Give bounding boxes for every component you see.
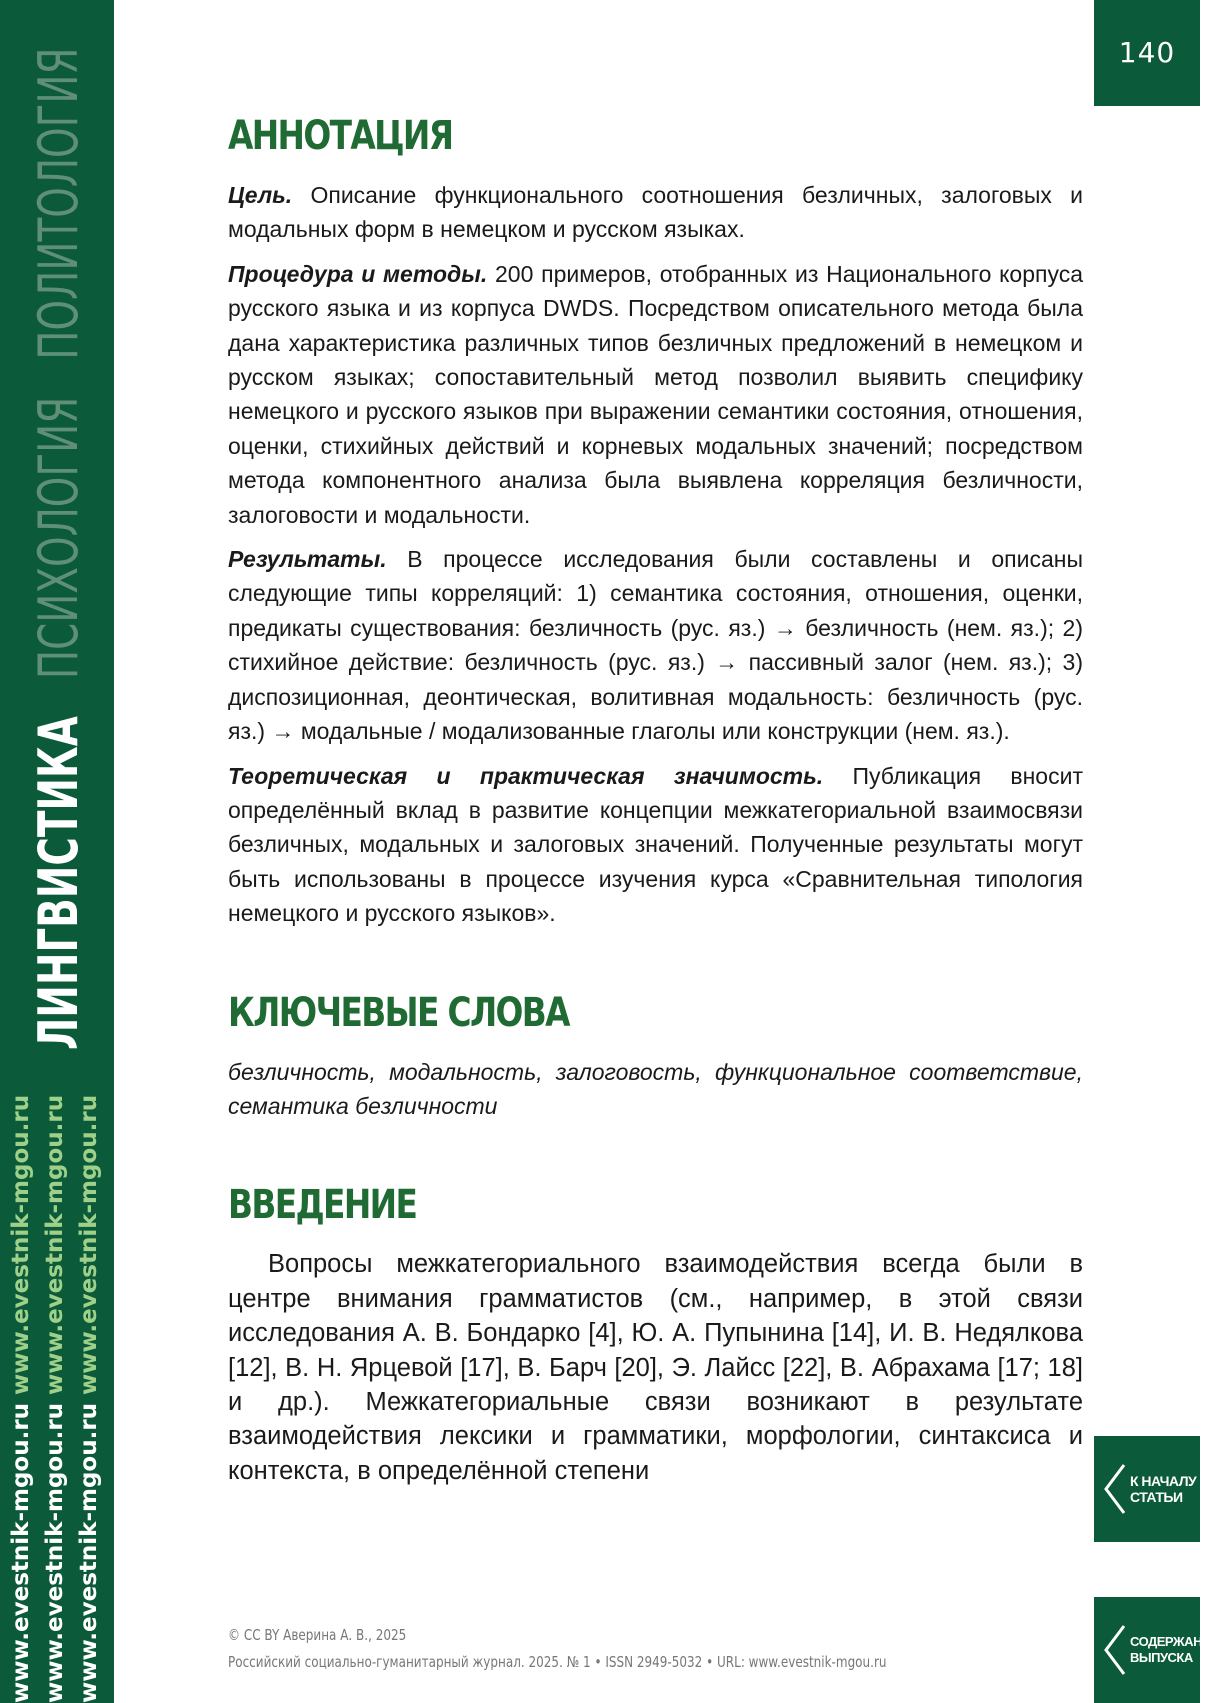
abstract-goal bbox=[228, 178, 1083, 247]
methods-lead: Процедура и методы. bbox=[228, 260, 488, 287]
results-lead: Результаты. bbox=[228, 546, 387, 573]
rubric-linguistics[interactable]: ЛИНГВИСТИКА bbox=[27, 716, 90, 1050]
journal-info: Российский социально-гуманитарный журнал. 2025. № 1 • ISSN 2949-5032 • URL: www.evestnik-mgou.ru bbox=[228, 1653, 887, 1671]
introduction-heading: ВВЕДЕНИЕ bbox=[228, 1182, 417, 1229]
methods-text: 200 примеров, отобранных из Национального корпуса русского языка и из корпуса DWDS. Посредством описательного метода была дана характеристика различных типов безличных предложений в немецком и русском языках; сопоставительный метод позволил выявить специфику немецкого и русского языков при выражении семантики состояния, отношения, оценки, стихийных действий и корневых модальных значений; посредством метода компонентного анализа была выявлена корреляция безличности, залоговости и модальности. bbox=[228, 260, 1083, 528]
chevron-left-icon bbox=[1100, 1622, 1128, 1678]
to-article-start-button[interactable] bbox=[1094, 1436, 1200, 1542]
chevron-left-icon bbox=[1100, 1461, 1128, 1517]
issue-contents-button[interactable] bbox=[1094, 1597, 1219, 1703]
goal-text: Описание функционального соотношения безличных, залоговых и модальных форм в немецком и русском языках. bbox=[228, 182, 1083, 243]
site-links bbox=[0, 883, 118, 1703]
abstract-heading: АННОТАЦИЯ bbox=[228, 113, 453, 159]
site-link-line[interactable]: www.evestnik-mgou.ru www.evestnik-mgou.ru bbox=[76, 1094, 102, 1703]
results-text: В процессе исследования были составлены и описаны следующие типы корреляций: 1) семантика состояния, отношения, оценки, предикаты существования: безличность (рус. яз.) → безличность (нем. яз.); 2) стихийное действие: безличность (рус. яз.) → пассивный залог (нем. яз.); 3) диспозиционная, деонтическая, волитивная модальность: безличность (рус. яз.) → модальные / модализованные глаголы или конструкции (нем. яз.). bbox=[228, 546, 1083, 745]
keywords-text: безличность, модальность, залоговость, функциональное соответствие, семантика безличности bbox=[228, 1058, 1083, 1119]
issue-contents-label: СОДЕРЖАНИЕ ВЫПУСКА bbox=[1130, 1634, 1219, 1665]
page-number: 140 bbox=[1094, 0, 1200, 106]
sidebar bbox=[0, 0, 114, 1703]
article-content bbox=[228, 108, 1083, 1488]
page-footer bbox=[228, 1622, 1051, 1676]
abstract-results bbox=[228, 542, 1083, 748]
keywords-heading: КЛЮЧЕВЫЕ СЛОВА bbox=[228, 989, 569, 1036]
significance-lead: Теоретическая и практическая значимость. bbox=[228, 762, 824, 789]
rubric-politology[interactable]: ПОЛИТОЛОГИЯ bbox=[27, 47, 90, 360]
introduction-text: Вопросы межкатегориального взаимодействия всегда были в центре внимания грамматистов (см., например, в этой связи исследования А. В. Бондарко [4], Ю. А. Пупынина [14], И. В. Недялкова [12], В. Н. Ярцевой [17], В. Барч [20], Э. Лайсс [22], В. Абрахама [17; 18] и др.). Межкатегориальные связи возникают в результате взаимодействия лексики и грамматики, морфологии, синтаксиса и контекста, в определённой степени bbox=[228, 1250, 1083, 1485]
abstract-methods bbox=[228, 257, 1083, 532]
license-text: © CC BY Аверина А. В., 2025 bbox=[228, 1626, 407, 1644]
site-link-line[interactable]: www.evestnik-mgou.ru www.evestnik-mgou.ru bbox=[8, 1094, 34, 1703]
abstract-significance bbox=[228, 759, 1083, 931]
site-link-line[interactable]: www.evestnik-mgou.ru www.evestnik-mgou.ru bbox=[42, 1094, 68, 1703]
goal-lead: Цель. bbox=[228, 182, 293, 208]
to-article-start-label: К НАЧАЛУ СТАТЬИ bbox=[1130, 1473, 1197, 1505]
rubric-psychology[interactable]: ПСИХОЛОГИЯ bbox=[27, 396, 90, 680]
significance-text: Публикация вносит определённый вклад в развитие концепции межкатегориальной взаимосвязи безличных, модальных и залоговых значений. Полученные результаты могут быть использованы в процессе изучения курса «Сравнительная типология немецкого и русского языков». bbox=[228, 762, 1083, 927]
